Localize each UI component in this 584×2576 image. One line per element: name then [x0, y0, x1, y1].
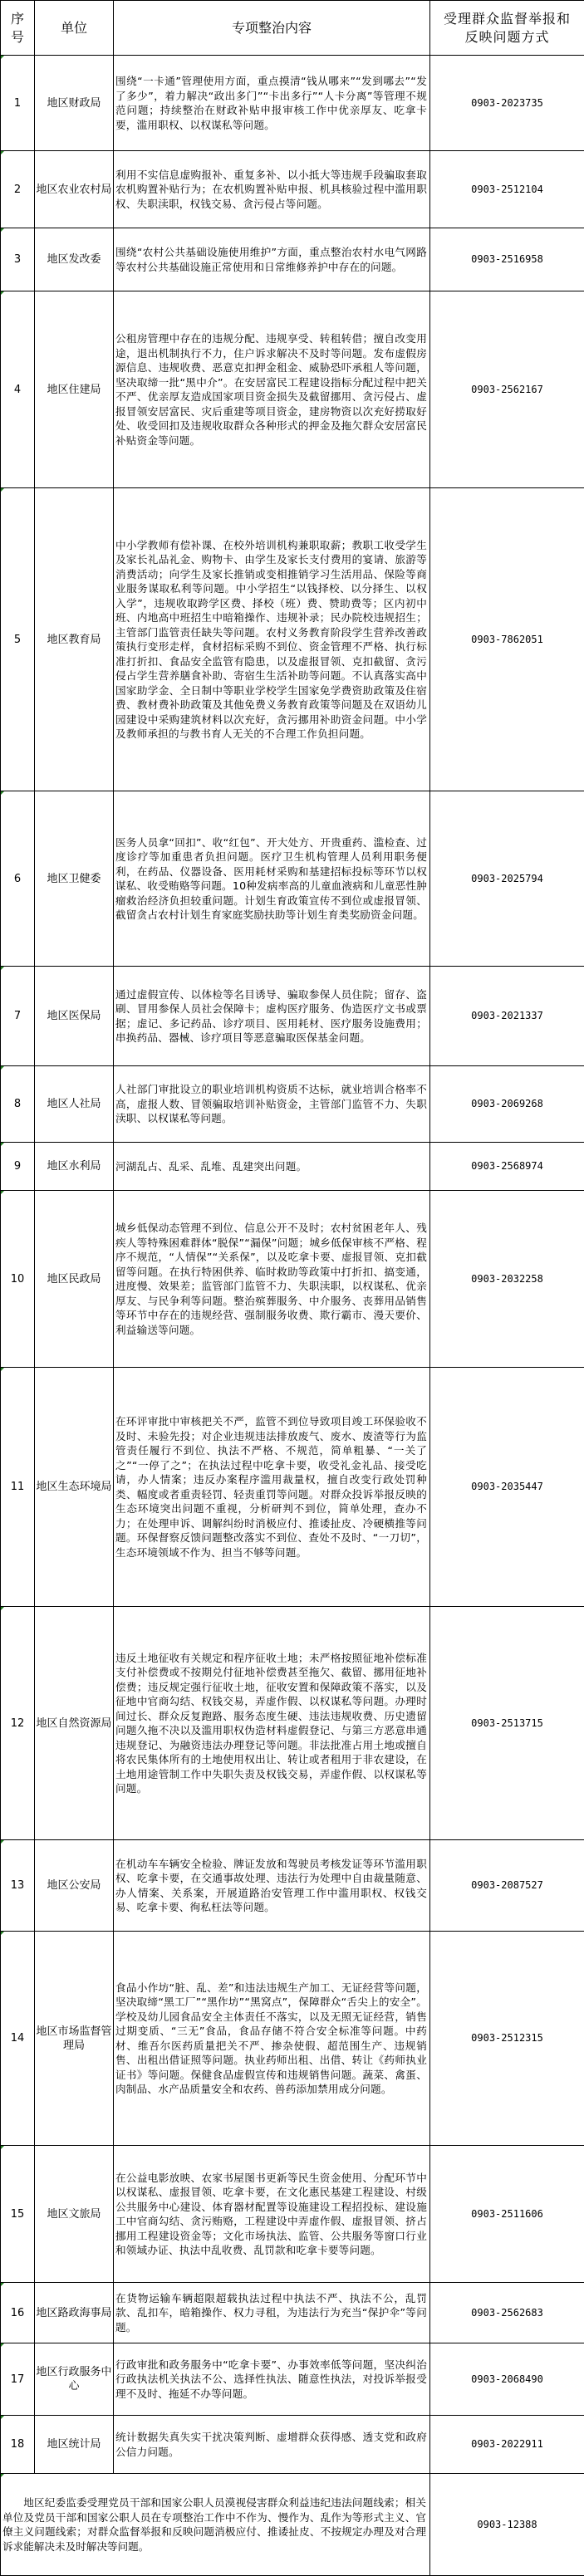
- table-row: [1, 1840, 584, 1932]
- row-contact: 0903-2512315: [430, 1932, 584, 2146]
- row-contact: 0903-2032258: [430, 1191, 584, 1368]
- table-row: [1, 1368, 584, 1607]
- row-contact: 0903-2069268: [430, 1066, 584, 1143]
- row-unit: 地区财政局: [35, 56, 114, 151]
- cell-marker-icon: [1, 291, 4, 295]
- row-content: 统计数据失真失实干扰决策判断、虚增群众获得感、透支党和政府公信力问题。: [114, 2416, 430, 2474]
- row-contact: 0903-2516958: [430, 228, 584, 291]
- row-content: 公租房管理中存在的违规分配、违规享受、转租转借；擅自改变用途，退出机制执行不力，住户诉求解决不及时等问题。发布虚假房源信息、违规收费、恶意克扣押金租金、威胁恐吓承租人等问题，坚决取缔一批“黑中介”。在安居富民工程建设指标分配过程中把关不严、优亲厚友造成国家项目资金损失及截留挪用、贪污侵占、虚报冒领安居富民、灾后重建等项目资金，建房物资以次充好捞取好处、收受回扣及违规收取群众各种形式的押金及拖欠群众安居富民补贴资金等问题。: [114, 291, 430, 488]
- cell-marker-icon: [1, 1066, 4, 1070]
- row-contact: 0903-2562167: [430, 291, 584, 488]
- row-unit: 地区住建局: [35, 291, 114, 488]
- row-contact: 0903-2511606: [430, 2146, 584, 2283]
- footer-content: 地区纪委监委受理党员干部和国家公职人员漠视侵害群众利益违纪违法问题线索；相关单位及党员干部和国家公职人员在专项整治工作中不作为、慢作为、乱作为等形式主义、官僚主义问题线索；对群众监督举报和反映问题消极应付、推诿扯皮、不按规定办理及对合理诉求能解决未及时解决等问题。: [1, 2474, 430, 2576]
- table-row: [1, 1191, 584, 1368]
- header-unit: 单位: [35, 1, 114, 56]
- row-content: 通过虚假宣传、以体检等名目诱导、骗取参保人员住院；留存、盗刷、冒用参保人员社会保障卡；虚构医疗服务、伪造医疗文书或票据；虚记、多记药品、诊疗项目、医用耗材、医疗服务设施费用；串换药品、器械、诊疗项目等恶意骗取医保基金问题。: [114, 967, 430, 1066]
- cell-marker-icon: [1, 2343, 4, 2347]
- row-content: 在机动车车辆安全检验、牌证发放和驾驶员考核发证等环节滥用职权、吃拿卡要，在交通事故处理、违法行为处理中自由裁量随意、办人情案、关系案，开展道路治安管理工作中滥用职权、权钱交易、吃拿卡要、徇私枉法等问题。: [114, 1840, 430, 1932]
- table-row: [1, 291, 584, 488]
- row-no: 7: [1, 967, 35, 1066]
- table-row: [1, 2146, 584, 2283]
- table-row: [1, 151, 584, 228]
- row-contact: 0903-2068490: [430, 2343, 584, 2416]
- row-no: 4: [1, 291, 35, 488]
- cell-marker-icon: [1, 488, 4, 492]
- row-no: 17: [1, 2343, 35, 2416]
- row-unit: 地区医保局: [35, 967, 114, 1066]
- cell-marker-icon: [1, 56, 4, 59]
- cell-marker-icon: [1, 2146, 4, 2149]
- row-contact: 0903-2023735: [430, 56, 584, 151]
- row-unit: 地区自然资源局: [35, 1607, 114, 1840]
- row-content: 围绕“农村公共基础设施使用维护”方面，重点整治农村水电气网路等农村公共基础设施正常使用和日常维修养护中存在的问题。: [114, 228, 430, 291]
- table-row: [1, 228, 584, 291]
- row-content: 河湖乱占、乱采、乱堆、乱建突出问题。: [114, 1143, 430, 1191]
- row-contact: 0903-2025794: [430, 791, 584, 967]
- row-contact: 0903-2568974: [430, 1143, 584, 1191]
- row-unit: 地区教育局: [35, 488, 114, 791]
- row-content: 在货物运输车辆超限超载执法过程中执法不严、执法不公，乱罚款、乱扣车，暗箱操作、权力寻租，为违法行为充当“保护伞”等问题。: [114, 2283, 430, 2343]
- row-no: 14: [1, 1932, 35, 2146]
- cell-marker-icon: [1, 1840, 4, 1844]
- table-row: [1, 2343, 584, 2416]
- row-unit: 地区发改委: [35, 228, 114, 291]
- row-unit: 地区市场监督管理局: [35, 1932, 114, 2146]
- row-no: 3: [1, 228, 35, 291]
- cell-marker-icon: [1, 1143, 4, 1146]
- row-content: 医务人员拿“回扣”、收“红包”、开大处方、开贵重药、滥检查、过度诊疗等加重患者负担问题。医疗卫生机构管理人员利用职务便利，在药品、仪器设备、医用耗材采购和基建招标投标等环节以权谋私、收受贿赂等问题。10种发病率高的儿童血液病和儿童恶性肿瘤救治经济负担较重问题。计划生育政策宣传不到位或虚报冒领、截留贪占农村计划生育家庭奖励扶助等计划生育类奖励资金问题。: [114, 791, 430, 967]
- row-content: 人社部门审批设立的职业培训机构资质不达标，就业培训合格率不高，虚报人数、冒领骗取培训补贴资金，主管部门监管不力、失职渎职、以权谋私等问题。: [114, 1066, 430, 1143]
- row-contact: 0903-2513715: [430, 1607, 584, 1840]
- row-contact: 0903-2512104: [430, 151, 584, 228]
- row-unit: 地区卫健委: [35, 791, 114, 967]
- row-content: 在环评审批中审核把关不严，监管不到位导致项目竣工环保验收不及时、未验先投；对企业违规违法排放废气、废水、废渣等行为监管责任履行不到位、执法不严格、不规范，简单粗暴、“一关了之”“一停了之”；在执法过程中吃拿卡要，收受礼金礼品、接受吃请，办人情案；违反办案程序滥用裁量权，擅自改变行政处罚种类、幅度或者重责轻罚、轻责重罚等问题。对群众投诉举报反映的生态环境突出问题不重视，分析研判不到位，简单处理，查办不力；在处理申诉、调解纠纷时消极应付、推诿扯皮、冷硬横推等问题。环保督察反馈问题整改落实不到位、查处不及时、“一刀切”，生态环境领域不作为、担当不够等问题。: [114, 1368, 430, 1607]
- table-row: [1, 1607, 584, 1840]
- row-unit: 地区公安局: [35, 1840, 114, 1932]
- row-no: 2: [1, 151, 35, 228]
- table-row: [1, 791, 584, 967]
- cell-marker-icon: [1, 967, 4, 970]
- row-content: 食品小作坊“脏、乱、差”和违法违规生产加工、无证经营等问题，坚决取缔“黑工厂”“黑作坊”“黑窝点”，保障群众“舌尖上的安全”。学校及幼儿园食品安全主体责任不落实，以及无照无证经营，销售过期变质、“三无”食品，食品存储不符合安全标准等问题。中药材、维吾尔医药质量把关不严、掺杂使假、超范围生产、违规销售、出租出借证照等问题。执业药师出租、出借、转让《药师执业证书》等问题。保健食品虚假宣传和违规销售问题。蔬菜、禽蛋、肉制品、水产品质量安全和农药、兽药添加禁用成分问题。: [114, 1932, 430, 2146]
- table-row: [1, 1143, 584, 1191]
- row-no: 12: [1, 1607, 35, 1840]
- row-no: 8: [1, 1066, 35, 1143]
- cell-marker-icon: [1, 228, 4, 232]
- cell-marker-icon: [1, 1191, 4, 1194]
- footer-contact: 0903-12388: [430, 2474, 584, 2576]
- row-content: 中小学教师有偿补课、在校外培训机构兼职取薪；教职工收受学生及家长礼品礼金、购物卡、由学生及家长支付费用的宴请、旅游等消费活动；向学生及家长推销或变相推销学习生活用品、保险等商业服务谋取私利等问题。中小学招生“以钱择校、以分择生、以权入学”，违规收取跨学区费、择校（班）费、赞助费等；区内初中班、内地高中班招生中暗箱操作、违规补录；民办院校违规招生；主管部门监管责任缺失等问题。农村义务教育阶段学生营养改善政策执行变形走样，食材招标采购不到位、资金管理不严格、执行标准打折扣、食品安全监管有隐患，以及虚报冒领、克扣截留、贪污侵占学生营养膳食补助、寄宿生生活补助等问题。不认真落实高中国家助学金、全日制中等职业学校学生国家免学费资助政策及住宿费、教材费补助政策及其他免费义务教育政策等问题及在双语幼儿园建设中采购建筑材料以次充好，贪污挪用补助资金问题。中小学及教师承担的与教书育人无关的不合理工作负担问题。: [114, 488, 430, 791]
- cell-marker-icon: [1, 1932, 4, 1935]
- cell-marker-icon: [1, 151, 4, 154]
- table-row: [1, 56, 584, 151]
- row-content: 城乡低保动态管理不到位、信息公开不及时；农村贫困老年人、残疾人等特殊困难群体“脱保”“漏保”问题；城乡低保审核不严格、程序不规范，“人情保”“关系保”，以及吃拿卡要、虚报冒领、克扣截留等问题。在执行特困供养、临时救助等政策中打折扣、搞变通，进度慢、效果差；监管部门监管不力、失职渎职，以权谋私、优亲厚友、与民争利等问题。整治殡葬服务、中介服务、丧葬用品销售等环节中存在的违规经营、强制服务收费、欺行霸市、漫天要价、利益输送等问题。: [114, 1191, 430, 1368]
- row-unit: 地区文旅局: [35, 2146, 114, 2283]
- table-row: [1, 1932, 584, 2146]
- row-contact: 0903-2087527: [430, 1840, 584, 1932]
- row-no: 15: [1, 2146, 35, 2283]
- row-no: 9: [1, 1143, 35, 1191]
- row-no: 13: [1, 1840, 35, 1932]
- table-row: [1, 2283, 584, 2343]
- cell-marker-icon: [1, 791, 4, 795]
- row-unit: 地区生态环境局: [35, 1368, 114, 1607]
- row-no: 11: [1, 1368, 35, 1607]
- row-unit: 地区路政海事局: [35, 2283, 114, 2343]
- table-row: [1, 2416, 584, 2474]
- row-unit: 地区行政服务中心: [35, 2343, 114, 2416]
- header-no: 序号: [1, 1, 35, 56]
- table-header-row: [1, 1, 584, 56]
- row-contact: 0903-7862051: [430, 488, 584, 791]
- row-contact: 0903-2035447: [430, 1368, 584, 1607]
- row-contact: 0903-2021337: [430, 967, 584, 1066]
- row-no: 10: [1, 1191, 35, 1368]
- cell-marker-icon: [1, 1368, 4, 1371]
- cell-marker-icon: [1, 1607, 4, 1610]
- row-no: 6: [1, 791, 35, 967]
- row-no: 1: [1, 56, 35, 151]
- footer-row: [1, 2474, 584, 2576]
- row-contact: 0903-2022911: [430, 2416, 584, 2474]
- cell-marker-icon: [1, 2416, 4, 2419]
- row-unit: 地区水利局: [35, 1143, 114, 1191]
- row-no: 18: [1, 2416, 35, 2474]
- row-content: 在公益电影放映、农家书屋图书更新等民生资金使用、分配环节中以权谋私、虚报冒领、吃拿卡要，在文化惠民基建工程建设、村级公共服务中心建设、体育器材配置等设施建设工程招投标、建设施工中官商勾结、贪污贿赂，工程建设中弄虚作假、虚报冒领、挤占挪用工程建设资金等；文化市场执法、监管、公共服务等窗口行业和领域办证、执法中乱收费、乱罚款和吃拿卡要等问题。: [114, 2146, 430, 2283]
- row-contact: 0903-2562683: [430, 2283, 584, 2343]
- row-content: 利用不实信息虚购报补、重复多补、以小抵大等违规手段骗取套取农机购置补贴行为；在农机购置补贴申报、机具核验过程中滥用职权、失职渎职，权钱交易、贪污侵占等问题。: [114, 151, 430, 228]
- row-unit: 地区民政局: [35, 1191, 114, 1368]
- row-unit: 地区农业农村局: [35, 151, 114, 228]
- row-no: 16: [1, 2283, 35, 2343]
- cell-marker-icon: [1, 2283, 4, 2286]
- table-row: [1, 1066, 584, 1143]
- row-unit: 地区人社局: [35, 1066, 114, 1143]
- row-unit: 地区统计局: [35, 2416, 114, 2474]
- row-content: 违反土地征收有关规定和程序征收土地；未严格按照征地补偿标准支付补偿费或不按期兑付征地补偿费甚至拖欠、截留、挪用征地补偿费；违反规定强行征收土地，征收安置和保障政策不落实，以及征地中官商勾结、权钱交易，弄虚作假、以权谋私等问题。办理时间过长、群众反复跑路、服务态度生硬、违法违规收费、历史遗留问题久拖不决以及滥用职权伪造材料虚假登记、与第三方恶意串通违规登记、为融资违法办理登记等问题。非法批准占用土地或擅自将农民集体所有的土地使用权出让、转让或者租用于非农建设，在土地用途管制工作中失职失责及权钱交易，弄虚作假、以权谋私等问题。: [114, 1607, 430, 1840]
- table-row: [1, 967, 584, 1066]
- row-content: 围绕“一卡通”管理使用方面，重点摸清“钱从哪来”“发到哪去”“发了多少”，着力解决“政出多门”“卡出多行”“人卡分离”等管理不规范问题；持续整治在财政补贴申报审核工作中优亲厚友、吃拿卡要，滥用职权、以权谋私等问题。: [114, 56, 430, 151]
- row-no: 5: [1, 488, 35, 791]
- header-content: 专项整治内容: [114, 1, 430, 56]
- cell-marker-icon: [1, 2474, 4, 2477]
- row-content: 行政审批和政务服务中“吃拿卡要”、办事效率低等问题，坚决纠治行政执法机关执法不公、选择性执法、随意性执法，对投诉举报受理不及时、拖延不办等问题。: [114, 2343, 430, 2416]
- table-row: [1, 488, 584, 791]
- header-contact: 受理群众监督举报和反映问题方式: [430, 1, 584, 56]
